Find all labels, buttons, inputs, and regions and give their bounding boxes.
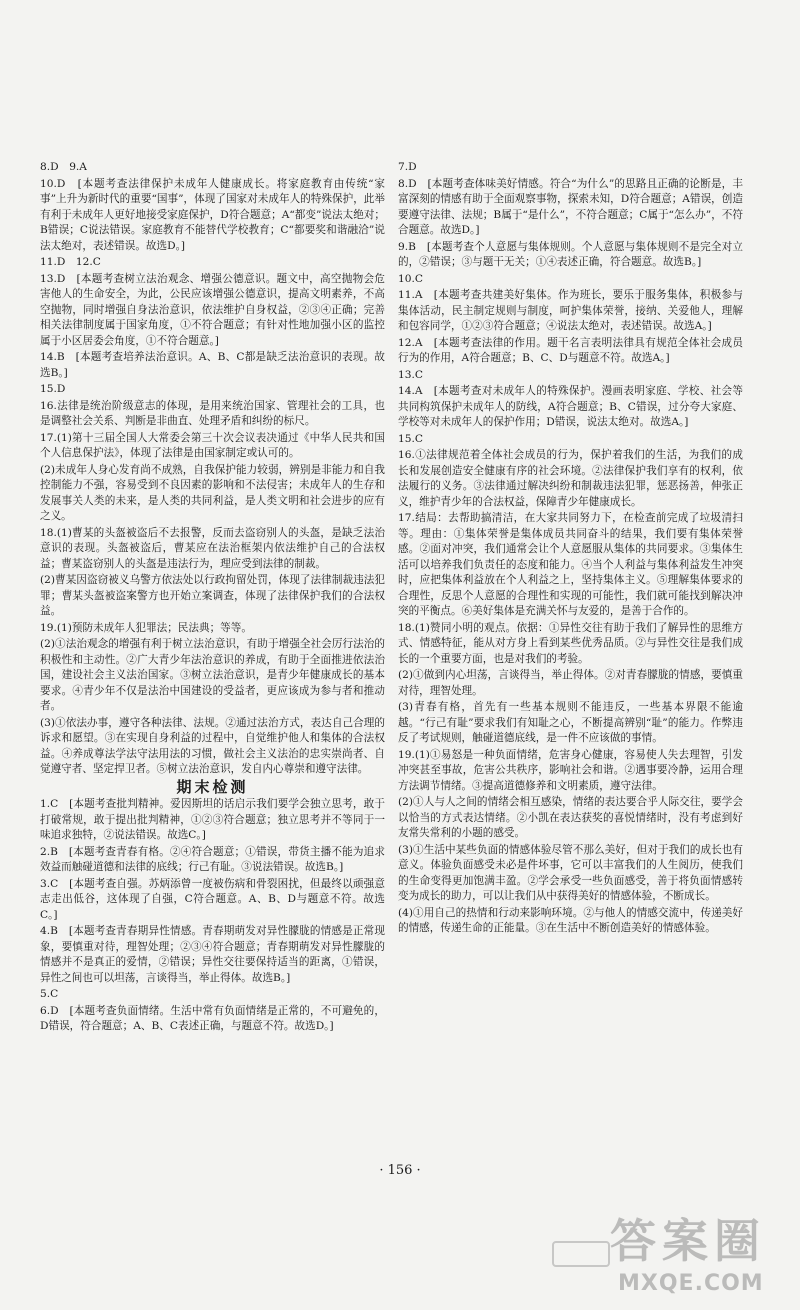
answer-entry: 9.B [本题考查个人意愿与集体规则。个人意愿与集体规则不是完全对立的，②错误；③与题干无关；①④表述正确，符合题意。故选B。] (398, 240, 743, 268)
watermark-logo (552, 1205, 778, 1305)
answer-entry: 15.C (398, 432, 423, 445)
answer-entry: 3.C [本题考查自强。苏炳添曾一度被伤病和骨裂困扰，但最终以顽强意志走出低谷，这体现了自强，C符合题意。A、B、D与题意不符。故选C。] (40, 877, 385, 921)
answer-entry: 5.C (40, 988, 59, 1000)
answer-entry: 13.D [本题考查树立法治观念、增强公德意识。题文中，高空抛物会危害他人的生命安全，为此，公民应该增强公德意识，提高文明素养，不高空抛物，同时增强自身法治意识，依法维护自身权益，②③④正确；完善相关法律制度属于国家角度，①不符合题意；有针对性地加强小区的监控属于小区居委会角度，①不符合题意。] (40, 272, 385, 347)
answer-entry: 11.A [本题考查共建美好集体。作为班长，要乐于服务集体，积极参与集体活动，民主制定规则与制度，呵护集体荣誉，接纳、关爱他人，理解和包容同学，①②③符合题意；④说法太绝对，表述错误。故选A。] (398, 289, 743, 332)
answer-entry: 15.D (40, 383, 66, 395)
watermark-mark: 答案圈 (610, 1214, 766, 1268)
answer-entry: 10.D [本题考查法律保护未成年人健康成长。将家庭教育由传统“家事”上升为新时代的重要“国事”，体现了国家对未成年人的特殊保护，此举有利于未成年人更好地接受家庭保护，D符合题意；A“都变”说法太绝对；B错误；C说法错误。家庭教育不能替代学校教育；C“都要奖和谐融洽”说法太绝对，表述错误。故选D。] (40, 177, 385, 252)
answer-entry: 17.结局：去帮助搞清洁，在大家共同努力下，在检查前完成了垃圾清扫等。理由：①集体荣誉是集体成员共同奋斗的结果，我们要有集体荣誉感。②面对冲突，我们通常会让个人意愿服从集体的共同要求。③集体生活可以培养我们负责任的态度和能力。④当个人利益与集体利益发生冲突时，应把集体利益放在个人利益之上，坚持集体主义。⑤理解集体要求的合理性，反思个人意愿的合理性和实现的可能性，我们就可能找到解决冲突的平衡点。⑥美好集体是充满关怀与友爱的，是善于合作的。 (398, 512, 743, 617)
answer-entry: (2)①人与人之间的情绪会相互感染，情绪的表达要合乎人际交往，要学会以恰当的方式表达情绪。②小凯在表达获奖的喜悦情绪时，没有考虑到好友常失常利的小题的感受。 (398, 796, 743, 839)
right-column (398, 160, 743, 938)
answer-entry: (2)曹某因盗窃被义乌警方依法处以行政拘留处罚，体现了法律制裁违法犯罪；曹某头盔被盗案警方也开始立案调查，体现了法律保护我们的合法权益。 (40, 574, 385, 617)
watermark-url: MXQE.COM (618, 1271, 764, 1296)
answer-entry: 14.B [本题考查培养法治意识。A、B、C都是缺乏法治意识的表现。故选B。] (40, 351, 385, 379)
answer-entry: 13.C (398, 368, 423, 381)
page-number: · 156 · (379, 1163, 421, 1178)
answer-entry: (4)①用自己的热情和行动来影响环境。②与他人的情感交流中，传递美好的情感，传递生命的正能量。③在生活中不断创造美好的情感体验。 (398, 906, 743, 934)
answer-entry: 6.D [本题考查负面情绪。生活中常有负面情绪是正常的，不可避免的，D错误，符合题意；A、B、C表述正确，与题意不符。故选D。] (40, 1004, 385, 1032)
answer-entry: 4.B [本题考查青春期异性情感。青春期萌发对异性朦胧的情感是正常现象，要慎重对待，理智处理；②③④符合题意；青春期萌发对异性朦胧的情感并不是真正的爱情，②错误；异性交往要保持适当的距离，①错误，异性之间也可以坦荡，言谈得当，举止得体。故选B。] (40, 925, 385, 984)
watermark-box-icon (552, 1241, 610, 1267)
answer-entry: 18.(1)曹某的头盔被盗后不去报警，反而去盗窃别人的头盔，是缺乏法治意识的表现。头盔被盗后，曹某应在法治框架内依法维护自己的合法权益；曹某盗窃别人的头盔是违法行为，理应受到法律的制裁。 (40, 526, 385, 570)
answer-entry: 14.A [本题考查对未成年人的特殊保护。漫画表明家庭、学校、社会等共同构筑保护未成年人的防线，A符合题意；B、C错误，过分夸大家庭、学校等对未成年人的保护作用；D错误，说法太绝对。故选A。] (398, 385, 743, 428)
answer-entry: 7.D (398, 161, 417, 173)
answer-entry: (2)未成年人身心发育尚不成熟，自我保护能力较弱，辨别是非能力和自我控制能力不强，容易受到不良因素的影响和不法侵害；未成年人的生存和发展事关人类的未来，是人类的共同利益，是人类文明和社会进步的应有之义。 (40, 463, 385, 522)
section-title: 期末检测 (176, 777, 249, 796)
left-column (40, 160, 385, 1036)
answer-entry: 12.A [本题考查法律的作用。题干名言表明法律具有规范全体社会成员行为的作用，A符合题意；B、C、D与题意不符。故选A。] (398, 336, 743, 364)
answer-entry: (2)①法治观念的增强有利于树立法治意识，有助于增强全社会厉行法治的积极性和主动性。②广大青少年法治意识的养成，有助于全面推进依法治国，建设社会主义法治国家。③树立法治意识，是青少年健康成长的基本要求。④青少年不仅是法治中国建设的受益者，更应该成为参与者和推动者。 (40, 638, 385, 712)
answer-entry: 8.D 9.A (40, 161, 87, 173)
answer-entry: 17.(1)第十三届全国人大常委会第三十次会议表决通过《中华人民共和国个人信息保护法》，体现了法律是由国家制定或认可的。 (40, 431, 385, 459)
answer-entry: 18.(1)赞同小明的观点。依据：①异性交往有助于我们了解异性的思维方式、情感特征，能从对方身上看到某些优秀品质。②与异性交往是我们成长的一个重要方面，也是对我们的考验。 (398, 621, 743, 665)
answer-entry: (3)①生活中某些负面的情感体验尽管不那么美好，但对于我们的成长也有意义。体验负面感受未必是件坏事，它可以丰富我们的人生阅历，使我们的生命变得更加饱满丰盈。②学会承受一些负面感受，善于将负面情感转变为成长的助力，可以让我们从中获得美好的情感体验，不断成长。 (398, 843, 743, 902)
answer-entry: 16.①法律规范着全体社会成员的行为，保护着我们的生活，为我们的成长和发展创造安全健康有序的社会环境。②法律保护我们享有的权利，依法履行的义务。③法律通过解决纠纷和制裁违法犯罪，惩恶扬善，伸张正义，维护青少年的合法权益，保障青少年健康成长。 (398, 449, 743, 508)
answer-entry: 19.(1)预防未成年人犯罪法；民法典；等等。 (40, 621, 252, 634)
answer-entry: (3)青春有格，首先有一些基本规则不能违反，一些基本界限不能逾越。“行己有耻”要求我们有知耻之心，不断提高辨别“耻”的能力。作弊违反了考试规则，触碰道德底线，是一件不应该做的事情。 (398, 701, 743, 744)
answer-entry: 10.C (398, 272, 423, 285)
answer-entry: 16.法律是统治阶级意志的体现，是用来统治国家、管理社会的工具，也是调整社会关系、判断是非曲直、处理矛盾和纠纷的标尺。 (40, 399, 385, 427)
answer-entry: 2.B [本题考查青春有格。②④符合题意；①错误，带货主播不能为追求效益而触碰道德和法律的底线；行己有耻。③说法错误。故选B。] (40, 845, 385, 873)
answer-entry: 8.D [本题考查体味美好情感。符合“为什么”的思路且正确的论断是，丰富深刻的情感有助于全面观察事物，探索未知，D符合题意；A错误，创造要遵守法律、法规；B属于“是什么”，不符合题意；C属于“怎么办”，不符合题意。故选D。] (398, 177, 743, 236)
answer-entry: 11.D 12.C (40, 256, 101, 268)
answer-entry: 1.C [本题考查批判精神。爱因斯坦的话启示我们要学会独立思考，敢于打破常规，敢于提出批判精神，①②③符合题意；独立思考并不等同于一味追求独特，②说法错误。故选C。] (40, 798, 385, 841)
answer-entry: (3)①依法办事，遵守各种法律、法规。②通过法治方式，表达自己合理的诉求和愿望。③在实现自身利益的过程中，自觉维护他人和集体的合法权益。④养成尊法学法守法用法的习惯，做社会主义法治的忠实崇尚者、自觉遵守者、坚定捍卫者。⑤树立法治意识，发自内心尊崇和遵守法律。 (40, 716, 385, 775)
answer-entry: (2)①做到内心坦荡，言谈得当，举止得体。②对青春朦胧的情感，要慎重对待，理智处理。 (398, 669, 743, 697)
answer-entry: 19.(1)①易怒是一种负面情绪，危害身心健康，容易使人失去理智，引发冲突甚至事故，危害公共秩序，影响社会和谐。②遇事要冷静，运用合理方法调节情绪。③提高道德修养和文明素质，遵守法律。 (398, 748, 743, 792)
